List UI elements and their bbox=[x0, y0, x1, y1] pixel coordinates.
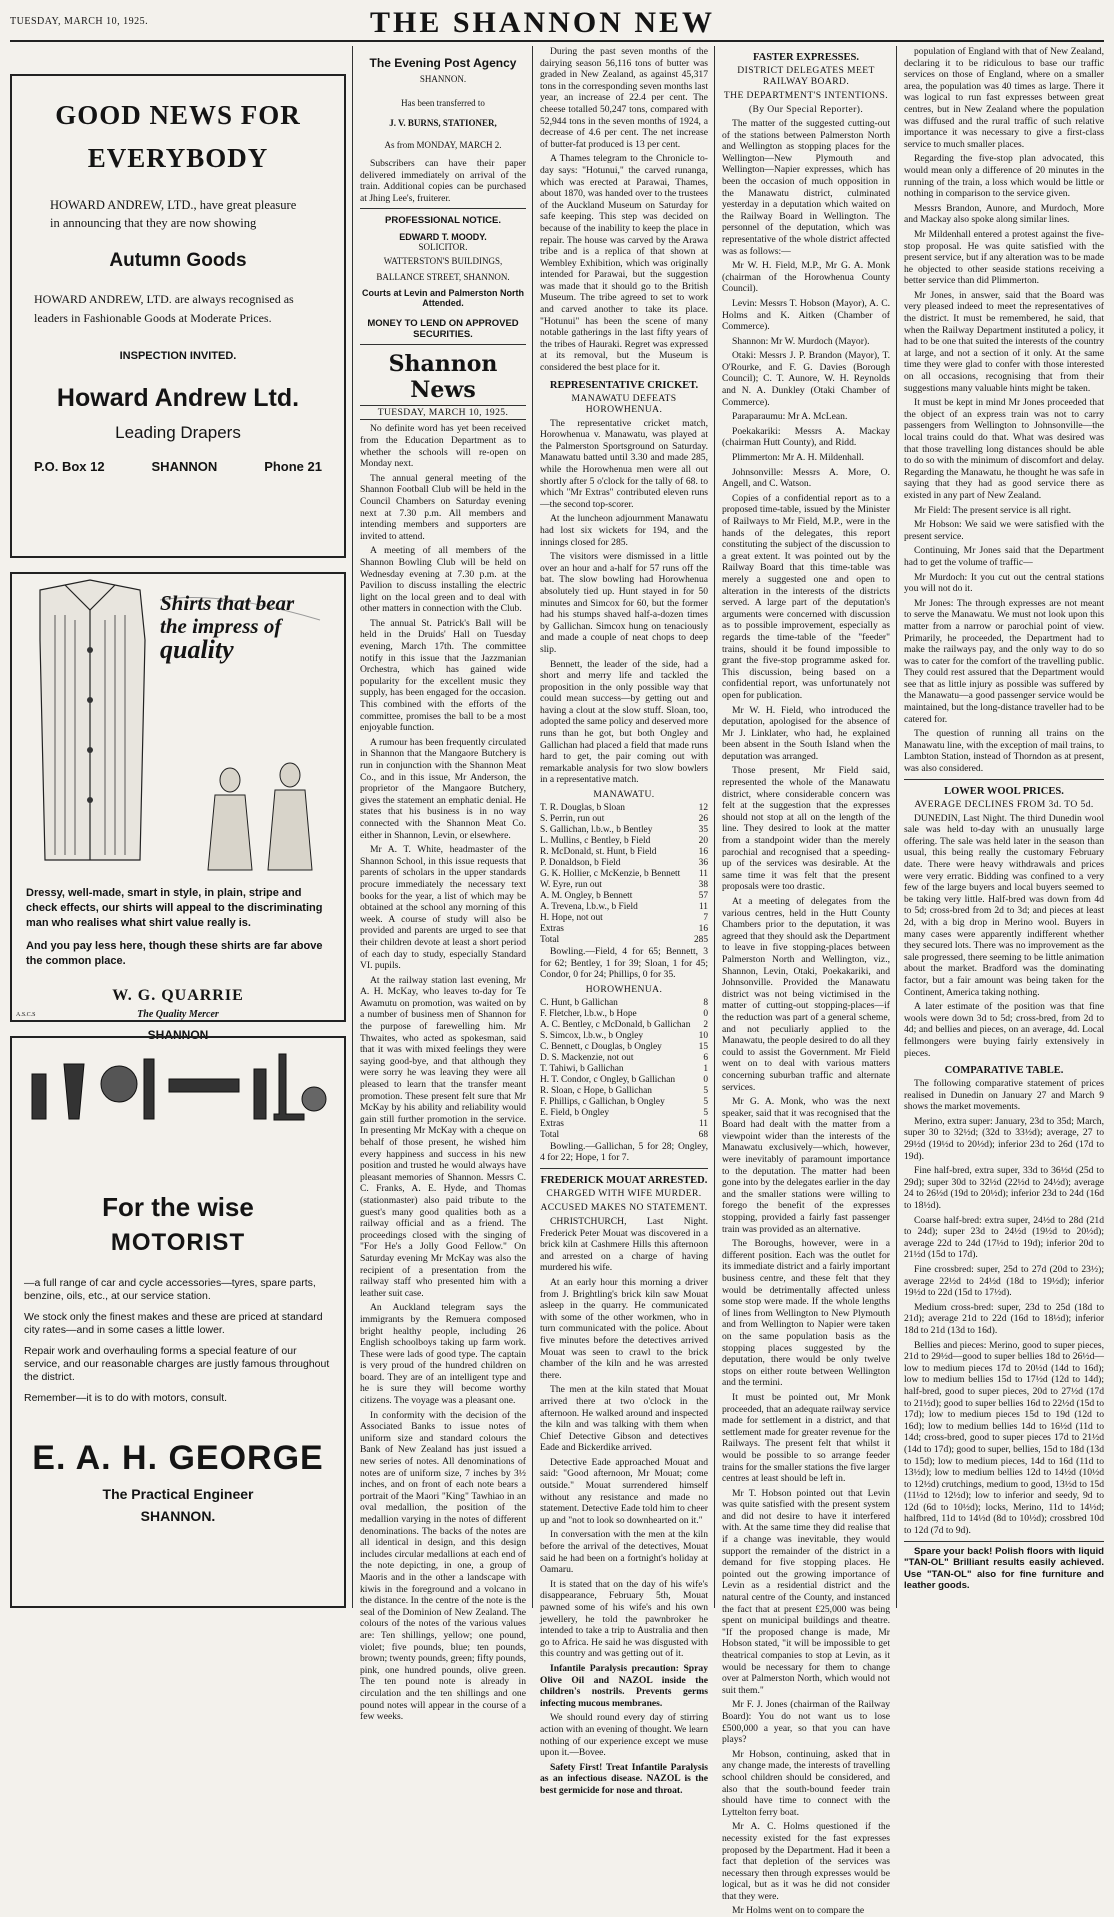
small-ad: Infantile Paralysis precaution: Spray Olive Oil and NAZOL inside the children's nostrils. Prevents germs infecting mucous membranes. bbox=[540, 1662, 708, 1709]
ad-business-name: E. A. H. GEORGE bbox=[32, 1439, 324, 1477]
column-rule bbox=[352, 46, 353, 1608]
ad-business-name: W. G. QUARRIE bbox=[112, 987, 244, 1004]
runs: 8 bbox=[703, 997, 708, 1008]
article-headline: FASTER EXPRESSES. bbox=[752, 52, 859, 63]
news-paragraph: The annual general meeting of the Shannon Football Club will be held in the Council Chambers on Saturday evening next at 7.30 p.m. All members and intending members and supporters are invited to attend. bbox=[360, 472, 526, 542]
news-column-4 bbox=[722, 46, 890, 1917]
small-ad: Safety First! Treat Infantile Paralysis as an infectious disease. NAZOL is the best germicide for nose and throat. bbox=[540, 1761, 708, 1796]
newspaper-title: THE SHANNON NEW bbox=[370, 6, 716, 39]
notice-title: PROFESSIONAL NOTICE. bbox=[385, 215, 501, 227]
batsman: F. Fletcher, l.b.w., b Hope bbox=[540, 1008, 637, 1019]
ad-goods: Autumn Goods bbox=[109, 250, 247, 271]
ad-intro: HOWARD ANDREW, LTD., have great pleasure in announcing that they are now showing bbox=[50, 198, 297, 230]
runs: 57 bbox=[698, 891, 708, 902]
ad-headline: EVERYBODY bbox=[87, 143, 269, 173]
batsman: S. Gallichan, l.b.w., b Bentley bbox=[540, 825, 653, 836]
article-body bbox=[722, 118, 890, 1917]
score-row bbox=[540, 1031, 708, 1042]
score-row bbox=[540, 803, 708, 814]
news-paragraph: At the railway station last evening, Mr A. H. McKay, who leaves to-day for Te Awamutu on promotion, was waited on by a number of business men of Shannon for the purpose of farewelling him. Mr Thwaites, who acted as spokesman, said that it was with mixed feelings they were saying good-bye, and that although they were sorry he was leaving they were all pleased to learn that the transfer meant promotion. These present felt sure that Mr McKay by his ability and reliability would gain still further promotion in the service. In presenting Mr McKay with a cheque on behalf of those present, he wished him every happiness and success in his new position and trusted he would always have pleasant memories of Shannon. Messrs C. C. Franks, A. E. Hyde, and Thomas (stationmaster) also paid tribute to the guest's many good qualities both as a railway official and as a friend. The proceedings closed with the singing of "For He's a Jolly Good Fellow." On Saturday evening Mr McKay was also the recipient of a presentation from the railway staff who presented him with a leather suit case. bbox=[360, 974, 526, 1299]
article-paragraph: Bennett, the leader of the side, had a short and merry life and tackled the proposition in the only possible way that could mean success—by getting out and having a clout at the slow stuff. Sloan, too, adopted the same policy and deserved more runs than he got, but both Ongley and Gallichan had placed a field that made runs hard to get, the pair coming out with remarkable analysis for two slow bowlers in a representative match. bbox=[540, 658, 708, 786]
article-subhead: AVERAGE DECLINES FROM 3d. TO 5d. bbox=[914, 798, 1094, 810]
runs: 285 bbox=[693, 935, 708, 946]
article-paragraph: Levin: Messrs T. Hobson (Mayor), A. C. Holms and K. Aitken (Chamber of Commerce). bbox=[722, 297, 890, 333]
article-paragraph: Those present, Mr Field said, represented the whole of the Manawatu district, where considerable concern was felt at the suggestion that the expresses should not stop at all on the length of the line. They desired to look at the matter from a standpoint wider than the merely parochial and recognised that a speeding-up of the services was desirable. At the same time it was felt that the present proposals were too drastic. bbox=[722, 765, 890, 893]
evening-post-notice bbox=[360, 56, 526, 204]
article-paragraph: The following comparative statement of prices realised in Dunedin on January 27 and March 9 shows the market movements. bbox=[904, 1078, 1104, 1113]
news-column-3 bbox=[540, 46, 708, 1796]
article-paragraph: Messrs Brandon, Aunore, and Murdoch, More and Mackay also spoke along similar lines. bbox=[904, 202, 1104, 226]
batsman: P. Donaldson, b Field bbox=[540, 858, 621, 869]
news-paragraph: A rumour has been frequently circulated in Shannon that the Mangaore Butchery is run in conjunction with the Shannon Meat Co., and in this issue, Mr Anderson, the proprietor of the Mangaore Butchery, gives the statement an emphatic denial. He states that his business is in no way connected with the Shannon Meat Co. either in Shannon, Levin, or elsewhere. bbox=[360, 736, 526, 841]
runs: 11 bbox=[698, 902, 708, 913]
quarrie-shirts-ad bbox=[10, 572, 346, 1042]
batsman: C. Bennett, c Douglas, b Ongley bbox=[540, 1041, 662, 1052]
score-row bbox=[540, 1009, 708, 1020]
article-paragraph: It must be kept in mind Mr Jones proceeded that the object of an express train was not to carry passengers from Wellington to Johnsonville—the local trains could do that. What was desired was that those travelling long distances should be able to do so with the minimum of discomfort and delay. Regarding the Manawatu, he thought he was safe in saying that they had as good service there as existed in any part of New Zealand. bbox=[904, 397, 1104, 501]
batsman: Total bbox=[540, 1129, 560, 1140]
news-paragraph: A meeting of all members of the Shannon Bowling Club will be held on Wednesday evening at 7.30 p.m. at the Pavilion to discuss installing the electric light on the local green and to deal with other matters in connection with the Club. bbox=[360, 545, 526, 615]
runs: 5 bbox=[703, 1107, 708, 1118]
score-row bbox=[540, 913, 708, 924]
score-row bbox=[540, 924, 708, 935]
article-paragraph: Mr A. C. Holms questioned if the necessity existed for the fast expresses proposed by the Department. Had it been a fact that depletion of the services was necessary then through expresses would be logical, but as it was he did not consider that they were. bbox=[722, 1821, 890, 1902]
notice-line: J. V. BURNS, STATIONER, bbox=[389, 118, 497, 128]
article-subhead: THE DEPARTMENT'S INTENTIONS. bbox=[723, 90, 889, 101]
batsman: E. Field, b Ongley bbox=[540, 1107, 610, 1118]
runs: 38 bbox=[698, 880, 708, 891]
article-paragraph: At an early hour this morning a driver from J. Brightling's brick kiln saw Mouat asleep in the quarry. He communicated with some of the other workmen, who in turn communicated with the police. About five minutes before the detectives arrived Mouat was seen to crawl to the brick chamber of the kiln and he was arrested there. bbox=[540, 1276, 708, 1381]
tools-drawing-icon bbox=[24, 1044, 332, 1124]
article-paragraph: Mr Hobson, continuing, asked that in any change made, the interests of travelling school children should be considered, and also that the south-bound feeder train should have time to connect with the Lyttelton ferry boat. bbox=[722, 1748, 890, 1818]
article-subhead: CHARGED WITH WIFE MURDER. bbox=[546, 1188, 702, 1199]
article-paragraph: Mr W. H. Field, M.P., Mr G. A. Monk (chairman of the Horowhenua County Council). bbox=[722, 260, 890, 295]
article-paragraph: Otaki: Messrs J. P. Brandon (Mayor), T. O'Rourke, and F. G. Davies (Borough Council); C. T. Aunore, W. H. Reynolds and N. A. Dunkley (Otaki Chamber of Commerce). bbox=[722, 350, 890, 408]
shirt-illustration bbox=[20, 580, 336, 880]
article-paragraph: The men at the kiln stated that Mouat arrived there at two o'clock in the afternoon. He walked around and inspected the kiln and was talking with them when Chief Detective Gibson and detectives Eade and Bickerdike arrived. bbox=[540, 1384, 708, 1454]
article-paragraph: Paraparaumu: Mr A. McLean. bbox=[732, 411, 848, 423]
article-paragraph: Continuing, Mr Jones said that the Department had to get the volume of traffic— bbox=[904, 545, 1104, 568]
town: SHANNON. bbox=[140, 1508, 216, 1524]
tan-ol-ad: Spare your back! Polish floors with liquid "TAN-OL" Brilliant results easily achieved. Use "TAN-OL" also for fine furniture and leather goods. bbox=[904, 1545, 1104, 1592]
article-paragraph: Regarding the five-stop plan advocated, this would mean only a difference of 20 minutes in the running of the train, a loss which would be little or nothing in comparison to the service given. bbox=[904, 153, 1104, 200]
batsman: L. Mullins, c Bentley, b Field bbox=[540, 836, 651, 847]
article-subhead: MANAWATU DEFEATS HOROWHENUA. bbox=[571, 392, 677, 415]
slogan-line: quality bbox=[160, 635, 234, 664]
score-row bbox=[540, 935, 708, 946]
article-paragraph: Coarse half-bred: extra super, 24½d to 28d (21d to 24d); super 23d to 24½d (19½d to 20½d); average 22d to 24d (17½d to 19d); inferior 20d to 21½d (15d to 17d). bbox=[904, 1214, 1104, 1261]
news-column-2 bbox=[360, 46, 527, 1723]
divider bbox=[360, 344, 526, 345]
article-paragraph: Mr W. H. Field, who introduced the deputation, apologised for the absence of Mr J. Linklater, who had, he explained been absent in the South Island when the deputation was arranged. bbox=[722, 704, 890, 762]
news-paragraph: An Auckland telegram says the immigrants by the Remuera composed bright healthy people, including 26 English schoolboys taking up farm work. These were lads of good type. The captain is very proud of the hundred children on board. They are of an intelligent type and he is sure they will become worthy citizens. The voyage was a pleasant one. bbox=[360, 1302, 526, 1407]
batsman: H. T. Condor, c Ongley, b Gallichan bbox=[540, 1074, 676, 1085]
score-row bbox=[540, 1020, 708, 1031]
score-row bbox=[540, 902, 708, 913]
town: SHANNON bbox=[151, 459, 218, 474]
batsman: T. Tahiwi, b Gallichan bbox=[540, 1063, 624, 1074]
article-paragraph: At the luncheon adjournment Manawatu had lost six wickets for 194, and the innings closed for 285. bbox=[540, 513, 708, 548]
batsman: A. M. Ongley, b Bennett bbox=[540, 891, 633, 902]
article-subhead: ACCUSED MAKES NO STATEMENT. bbox=[540, 1202, 708, 1213]
shirt-copy: Dressy, well-made, smart in style, in plain, stripe and check effects, our shirts will appeal to the discriminating man who realises what shirt value really is. bbox=[26, 887, 323, 929]
notice-title: The Evening Post Agency bbox=[369, 56, 517, 70]
runs: 36 bbox=[698, 858, 708, 869]
scorecard bbox=[540, 998, 708, 1141]
article-headline: LOWER WOOL PRICES. bbox=[944, 785, 1064, 797]
score-row bbox=[540, 869, 708, 880]
money-line: MONEY TO LEND ON APPROVED SECURITIES. bbox=[367, 318, 519, 341]
article-paragraph: Mr Jones: The through expresses are not meant to serve the Manawatu. We must not look upon this matter from a narrow or parochial point of view. Primarily, he proceeded, the Department had to make the railways pay, and the only way to do so was to cater for the comfort of the travelling public. They could rest assured that the Department would see that as little injury as possible was suffered by the Manawatu—a good passenger service would be maintained, but the long-distance traveller had to be catered for. bbox=[904, 597, 1104, 725]
ad-business-sub: Leading Drapers bbox=[115, 423, 241, 442]
article-body bbox=[904, 1078, 1104, 1537]
news-paragraph: During the past seven months of the dairying season 56,116 tons of butter was graded in New Zealand, as against 45,317 tons in the corresponding seven months last year, an increase of 22.4 per cent. The cheese totalled 50,247 tons, compared with 52,944 tons in the seven months of 1924, a decrease of 4.6 per cent. The net increase of butter-fat produced is 13 per cent. bbox=[540, 46, 708, 150]
score-row bbox=[540, 891, 708, 902]
issue-date: TUESDAY, MARCH 10, 1925. bbox=[360, 405, 526, 420]
divider bbox=[904, 779, 1104, 780]
article-paragraph: Fine half-bred, extra super, 33d to 36½d (25d to 29d); super 30d to 32½d (22½d to 24½d); average 24 to 26½d (19d to 20½d); inferior 23d to 24d (16d to 18½d). bbox=[904, 1165, 1104, 1212]
article-paragraph: Detective Eade approached Mouat and said: "Good afternoon, Mr Mouat; come outside." Mouat surrendered himself without any resistance and made no statement. Detective Eade told him to cheer up and "not to look so downhearted on it." bbox=[540, 1456, 708, 1526]
runs: 16 bbox=[698, 847, 708, 858]
article-paragraph: Fine crossbred: super, 25d to 27d (20d to 23½); average 22½d to 24½d (18d to 19½d); inferior 19½d to 22d (15d to 17½d). bbox=[904, 1264, 1104, 1299]
article-paragraph: Mr T. Hobson pointed out that Levin was quite satisfied with the present system and did not desire to have it interfered with. At the same time they did realise that if a change was inevitable, they would support the remainder of the district in a demand for five stopping places. He pointed out the growing importance of Levin as a residential district and the natural centre of the County, and instanced the fact that at present £25,000 was being spent on municipal buildings and theatre. "If the proposed change is made, Mr Hobson stated, "it will be impossible to get theatrical companies to stop at Levin, as it would be necessary for them to change over at Palmerston North, which would not suit them." bbox=[722, 1487, 890, 1696]
shirt-copy: And you pay less here, though these shirts are far above the common place. bbox=[26, 940, 323, 967]
town: SHANNON bbox=[147, 1028, 209, 1042]
phone: Phone 21 bbox=[264, 459, 322, 474]
article-paragraph: The question of running all trains on the Manawatu line, with the exception of mail trains, to Lambton Station, instead of Thorndon as at present, was also considered. bbox=[904, 728, 1104, 775]
slogan-line: the impress of bbox=[160, 614, 282, 638]
george-motorist-ad bbox=[10, 1036, 346, 1608]
ad-headline: For the wise bbox=[102, 1192, 254, 1222]
runs: 2 bbox=[703, 1019, 708, 1030]
team-heading: MANAWATU. bbox=[593, 789, 655, 801]
score-row bbox=[540, 1130, 708, 1141]
runs: 1 bbox=[703, 1063, 708, 1074]
runs: 7 bbox=[703, 913, 708, 924]
batsman: A. Trevena, l.b.w., b Field bbox=[540, 902, 638, 913]
notice-line: As from MONDAY, MARCH 2. bbox=[384, 140, 502, 150]
article-paragraph: Johnsonville: Messrs A. More, O. Angell, and C. Watson. bbox=[722, 466, 890, 490]
news-column-5 bbox=[904, 46, 1104, 1608]
article-paragraph: Mr Jones, in answer, said that the Board was very pleased indeed to meet the representatives of the district. It must be remembered, he said, that when the Railway Department instituted a policy, it had to be one that suited the interests of the country at large, and not a section of it only. At the same time they were glad to confer with those interested on all occasions, recognising that from their suggestions many valuable hints might be taken. bbox=[904, 289, 1104, 394]
ad-paragraph: We stock only the finest makes and these are priced at standard city rates—and in some cases a little lower. bbox=[24, 1311, 323, 1336]
scorecard bbox=[540, 803, 708, 946]
runs: 16 bbox=[698, 924, 708, 935]
score-row bbox=[540, 858, 708, 869]
article-paragraph: The matter of the suggested cutting-out of the stations between Palmerston North and Wellington as stopping places for the Wellington—New Plymouth and Wellington—Napier expresses, which has been the occasion of much opposition in the Manawatu district, culminated yesterday in a deputation which waited on the Railway Board in Wellington. The personnel of the deputation, which was representative of the whole district affected was as follows:— bbox=[722, 118, 890, 257]
article-headline: REPRESENTATIVE CRICKET. bbox=[549, 379, 699, 391]
batsman: S. Perrin, run out bbox=[540, 814, 605, 825]
article-paragraph: CHRISTCHURCH, Last Night. Frederick Peter Mouat was discovered in a brick kiln at Cashmere Hills this afternoon and arrested on a charge of having murdered his wife. bbox=[540, 1216, 708, 1274]
news-paragraph: No definite word has yet been received from the Education Department as to whether the schools will re-open on Monday next. bbox=[360, 423, 526, 470]
professional-notice bbox=[360, 215, 526, 340]
masthead-date: TUESDAY, MARCH 10, 1925. bbox=[10, 16, 149, 27]
runs: 11 bbox=[698, 1118, 708, 1129]
shirt-slogan bbox=[160, 591, 295, 664]
batsman: Total bbox=[540, 935, 560, 946]
ad-invite: INSPECTION INVITED. bbox=[119, 350, 237, 362]
article-byline: (By Our Special Reporter). bbox=[748, 104, 864, 115]
address-line: WATTERSTON'S BUILDINGS, bbox=[383, 256, 503, 267]
column-rule bbox=[714, 46, 715, 1608]
runs: 5 bbox=[703, 1085, 708, 1096]
address-line: BALLANCE STREET, SHANNON. bbox=[376, 272, 510, 283]
article-headline: FREDERICK MOUAT ARRESTED. bbox=[540, 1175, 708, 1186]
masthead bbox=[10, 6, 1104, 42]
article-paragraph: It is stated that on the day of his wife's disappearance, February 5th, Mouat pawned some of his wife's and his own jewellery, he told the pawnbroker he intended to take a trip to Australia and then go to Africa. He said he was disgusted with this country and was getting out of it. bbox=[540, 1578, 708, 1660]
score-row bbox=[540, 1053, 708, 1064]
runs: 20 bbox=[698, 836, 708, 847]
batsman: R. McDonald, st. Hunt, b Field bbox=[540, 847, 657, 858]
batsman: C. Hunt, b Gallichan bbox=[540, 997, 618, 1008]
ad-headline: GOOD NEWS FOR bbox=[55, 100, 301, 130]
news-paragraphs bbox=[360, 423, 526, 1722]
article-paragraph: Mr Murdoch: It you cut out the central stations you will not do it. bbox=[904, 571, 1104, 595]
batsman: Extras bbox=[540, 1118, 564, 1129]
article-paragraph: Shannon: Mr W. Murdoch (Mayor). bbox=[732, 335, 870, 347]
article-paragraph: Merino, extra super: January, 23d to 35d; March, super 30 to 32½d; (32d to 33½d); average, 27 to 29½d (19½d to 20½d); inferior 23d to 26d (17d to 19d). bbox=[904, 1115, 1104, 1162]
runs: 0 bbox=[703, 1008, 708, 1019]
runs: 5 bbox=[703, 1096, 708, 1107]
ad-paragraph: Repair work and overhauling forms a special feature of our service, and our reasonable charges are justly famous throughout the district. bbox=[24, 1345, 330, 1383]
ad-business-sub: The Quality Mercer bbox=[137, 1009, 219, 1020]
score-row bbox=[540, 847, 708, 858]
ad-business-sub: The Practical Engineer bbox=[102, 1486, 254, 1502]
divider bbox=[904, 1541, 1104, 1542]
divider bbox=[360, 208, 526, 209]
article-paragraph: Medium cross-bred: super, 23d to 25d (18d to 21d); average 21d to 22d (16d to 18½d); inferior 18d to 21d (13d to 16d). bbox=[904, 1301, 1104, 1336]
engraver-mark: A.S.C.S bbox=[16, 1012, 36, 1018]
slogan-line: Shirts that bear bbox=[160, 591, 295, 615]
news-paragraph: The annual St. Patrick's Ball will be held in the Druids' Hall on Tuesday evening, March 17th. The committee notify in this issue that the Jazzmanian Orchestra, which has gained wide popularity for the excellent music they supply, has been engaged for the occasion. This combined with the efforts of the committee, promises the ball to be a most enjoyable function. bbox=[360, 617, 526, 734]
divider bbox=[540, 1168, 708, 1169]
tools-illustration bbox=[24, 1044, 332, 1124]
article-paragraph: Poekakariki: Messrs A. Mackay (chairman Hutt County), and Ridd. bbox=[722, 425, 890, 449]
batsman: A. C. Bentley, c McDonald, b Gallichan bbox=[540, 1019, 691, 1030]
score-row bbox=[540, 814, 708, 825]
shannon-news-title: Shannon News bbox=[388, 351, 498, 404]
ad-business-name: Howard Andrew Ltd. bbox=[56, 384, 300, 412]
article-headline: COMPARATIVE TABLE. bbox=[944, 1065, 1064, 1077]
article-paragraph: Bellies and pieces: Merino, good to super pieces, 21d to 29½d—good to super bellies 18d to 26½d—low to medium pieces 17d to 20½d (14d to 16d); low to medium bellies 15d to 17½d (12d to 14d); half-bred, good to super pieces, 20d to 27½d (17d to 21½d); good to super bellies 16d to 22½d (15d to 17d); low to medium pieces 15d to 19d (12d to 16d); low to medium bellies 14d to 16½d (11d to 14d; cross-bred, good to super pieces 17d to 21½d (14d to 17d); good to super, bellies, 15d to 18d (13d to 15d); low to medium pieces, 14d to 16d (11d to 13½d); low to medium bellies 12d to 14½d (10½d to 12½d) crutchings, medium to good, 13½d to 15d (11½d to 12½d); low to inferior and seedy, 9d to 12d (6d to 10½d); locks, Merino, 11d to 14½d; halfbred, 11d to 14½d (8d to 10½d); crossbred 10d to 12d (7d to 9d). bbox=[904, 1339, 1104, 1537]
ad-paragraph: HOWARD ANDREW, LTD. are always recognised as leaders in Fashionable Goods at Moderate Prices. bbox=[34, 292, 294, 325]
article-paragraph: The representative cricket match, Horowhenua v. Manawatu, was played at the Palmerston Sportsground on Saturday. Manawatu batted until 3.30 and made 285, while the Horowhenua men were all out shortly after 5 o'clock for the tally of 68. to which "Mr Extras" contributed eleven runs—the second top-scorer. bbox=[540, 417, 708, 510]
runs: 68 bbox=[698, 1129, 708, 1140]
bowling-figures: Bowling.—Gallichan, 5 for 28; Ongley, 4 for 22; Hope, 1 for 7. bbox=[540, 1140, 708, 1164]
score-row bbox=[540, 1086, 708, 1097]
news-paragraph: Mr A. T. White, headmaster of the Shannon School, in this issue requests that parents of scholars in the upper standards procure immediately the necessary text books for the year, a list of which may be obtained at the school any morning of this week. A course of study will also be provided and parents are urged to see that their children devote at least a short period of each day to study, especially Standard VI. pupils. bbox=[360, 844, 526, 972]
article-paragraph: It must be pointed out, Mr Monk proceeded, that an adequate railway service made for settlement in a district, and that settlement made for greater revenue for the Railways. The present felt that whilst it would be possible to so arrange feeder trains for the smaller stations the five larger centres at least should be left in. bbox=[722, 1391, 890, 1485]
news-paragraph: In conformity with the decision of the Associated Banks to issue notes of uniform size and standard colours the Bank of New Zealand has just issued a new series of notes. All denominations of notes are of uniform size, 7 inches by 3½ inches, and on front of each note bears a portrait of the Maori "King" Tawhiao in an oval medallion, the position of the medallion varying in the notes of different denominations. The backs of the notes are all identical in design, and this design includes circular medallions at each end of the note depicting, in one, a group of Maoris and in the other a landscape with kiwis in the foreground and a volcano in the distance. In the centre of the note is the seal of the Dominion of New Zealand. The colours of the notes of the various values are: Ten shillings, yellow; one pound, violet; five pounds, blue; ten pounds, brown; twenty pounds, green; fifty pounds, pink, one hundred pounds, olive green. The ten pound note is already in circulation and the ten shillings and one pound notes will appear in the course of a few weeks. bbox=[360, 1409, 527, 1723]
news-paragraph: A Thames telegram to the Chronicle to-day says: "Hotunui," the carved runanga, which was erected at Parawai, Thames, about 1870, was handed over to the trustees of the Auckland Museum on Saturday for safe keeping. This step was decided on because of the inability to keep the place in repair. The house was carved by the Arawa tribe and is a replica of that shown at Wembley Exhibition, which was originally intended for Parawai, but the suggestion was made that it should go to the British Museum. The tribe agreed to set to work and carved another to take its place. "Hotunui" has been the scene of many notable gatherings in the last fifty years of the tribes of Hauraki. Regret was expressed at its removal, but the Museum is considered the best place for it. bbox=[540, 153, 708, 374]
advertisement-column bbox=[10, 46, 346, 1608]
notice-town: SHANNON. bbox=[419, 74, 467, 84]
article-paragraph: Plimmerton: Mr A. H. Mildenhall. bbox=[732, 452, 864, 464]
article-paragraph: Copies of a confidential report as to a proposed time-table, issued by the Minister of Railways to Mr Field, M.P., were in the hands of the delegates, this report constituting the subject of the discussion to a great extent. It was pointed out by the Railway Board that this time-table was merely a suggested one and open to alteration in the interests of the districts served. A large part of the deputation's arguments were concerned with discussion as to possible improvement, especially as regards the time-table of the "feeder" trains, should it be found impossible to grant the five-stop programme asked for. This discussion, being based on a confidential report, was unfortunately not open for publication. bbox=[722, 492, 890, 701]
article-paragraph: Mr Hobson: We said we were satisfied with the present service. bbox=[904, 519, 1104, 542]
runs: 35 bbox=[698, 825, 708, 836]
score-row bbox=[540, 1042, 708, 1053]
runs: 12 bbox=[698, 803, 708, 814]
batsman: G. K. Hollier, c McKenzie, b Bennett bbox=[540, 869, 681, 880]
score-row bbox=[540, 998, 708, 1009]
score-row bbox=[540, 1108, 708, 1119]
article-paragraph: Mr F. J. Jones (chairman of the Railway Board): You do not want us to lose £500,000 a year, so that you can have plays? bbox=[722, 1699, 890, 1746]
score-row bbox=[540, 836, 708, 847]
ad-paragraph: Remember—it is to do with motors, consult. bbox=[24, 1392, 228, 1404]
ad-paragraph: —a full range of car and cycle accessories—tyres, spare parts, benzine, oils, etc., at our service station. bbox=[24, 1277, 316, 1302]
article-paragraph: At a meeting of delegates from the various centres, held in the Hutt County Chambers prior to the deputation, it was agreed that they should ask the Department to leave in five stopping-places between Palmerston North and Wellington, viz., Shannon, Levin, Otaki, Poekakariki, and Johnsonville. Provided the Manawatu district was not being victimised in the matter of cutting-out stopping-places—if the reduction was part of a general scheme, and not peculiarly applied to the Manawatu, the people desired to do all they could to assist the Government. Mr Field went on to deal with various matters concerning suburban traffic and alternate services. bbox=[722, 896, 890, 1093]
batsman: W. Eyre, run out bbox=[540, 880, 602, 891]
article-paragraph: The visitors were dismissed in a little over an hour and a-half for 57 runs off the bat. The slow bowling had Horowhenua absolutely tied up. Hunt stayed in for 50 minutes and Simcox for 60, but the former had his stumps shaved half-a-dozen times by Gallichan. Simcox hung on tenaciously and made a couple of neat chops to deep slip. bbox=[540, 551, 708, 655]
batsman: H. Hope, not out bbox=[540, 913, 603, 924]
article-body bbox=[904, 46, 1104, 775]
article-paragraph: The Boroughs, however, were in a different position. Each was the outlet for its immediate district and a fairly important business centre, and these felt that they would be detrimentally affected unless some stop were made. If the whole lengths of lines from Wellington to New Plymouth and from Wellington to Napier were taken on the same population basis as the stopping places suggested by the deputation, there would be only twelve stops on either route between Wellington and the termini. bbox=[722, 1238, 890, 1389]
batsman: S. Simcox, l.b.w., b Ongley bbox=[540, 1030, 644, 1041]
batsman: F. Phillips, c Gallichan, b Ongley bbox=[540, 1096, 665, 1107]
runs: 0 bbox=[703, 1074, 708, 1085]
score-row bbox=[540, 1075, 708, 1086]
courts-line: Courts at Levin and Palmerston North Attended. bbox=[361, 288, 525, 309]
article-paragraph: Mr Field: The present service is all right. bbox=[914, 504, 1072, 516]
batsman: R. Sloan, c Hope, b Gallichan bbox=[540, 1085, 652, 1096]
batsman: T. R. Douglas, b Sloan bbox=[540, 803, 625, 814]
solicitor-name: EDWARD T. MOODY. bbox=[399, 232, 487, 243]
batsman: D. S. Mackenzie, not out bbox=[540, 1052, 634, 1063]
filler-quote: We should round every day of stirring action with an evening of thought. We learn nothing of our experience except we muse upon it.—Bovee. bbox=[540, 1712, 708, 1759]
article-paragraph: population of England with that of New Zealand, declaring it to be ridiculous to base our traffic services on those of England, where on a smaller area, the population was 40 times as large. There it was logical to run fast expresses between great centres, but in New Zealand where the population was diffused and the rural traffic of such relative importance it was necessary to give a first-class service to much smaller places. bbox=[904, 46, 1104, 150]
batsman: Extras bbox=[540, 924, 564, 935]
solicitor-role: SOLICITOR. bbox=[418, 242, 468, 253]
score-row bbox=[540, 1097, 708, 1108]
score-row bbox=[540, 1064, 708, 1075]
article-paragraph: Mr Mildenhall entered a protest against the five-stop proposal. He was quite satisfied with the present service, but if any alteration was to be made he objected to other seaside stations receiving a better service than did Plimmerton. bbox=[904, 228, 1104, 287]
article-paragraph: Mr Holms went on to compare the bbox=[732, 1905, 865, 1917]
score-row bbox=[540, 880, 708, 891]
ad-headline: MOTORIST bbox=[110, 1229, 246, 1256]
team-heading: HOROWHENUA. bbox=[585, 983, 663, 995]
runs: 11 bbox=[698, 869, 708, 880]
runs: 26 bbox=[698, 814, 708, 825]
po-box: P.O. Box 12 bbox=[34, 459, 105, 474]
article-paragraph: A later estimate of the position was that fine wools were down 3d to 5d; cross-bred, from 2d to 4d; and bellies and pieces, on an average, 4d. Local fellmongers were buying fairly extensively in pieces. bbox=[904, 1001, 1104, 1059]
article-paragraph: DUNEDIN, Last Night. The third Dunedin wool sale was held to-day with an unusually large offering. The sale was held later in the season than usual, this being really the customary February date. There were heavy withdrawals and prices were very erratic. Bidding was confined to a very few of the large buyers and local buyers seemed to be taking very little. Half-bred was down from 4d to 5d; cross-bred from 2d to 3d; and pieces at least 2d, with a big drop in Merino wool. Buyers in many cases were apparently indifferent whether they secured lots. There was no improvement as the sale progressed, there seeming to be little animation about the market. Bradford was the dominating factor, but a fair amount was being taken for the Continent, America taking nothing. bbox=[904, 812, 1104, 998]
score-row bbox=[540, 825, 708, 836]
bowling-figures: Bowling.—Field, 4 for 65; Bennett, 3 for 62; Bentley, 1 for 39; Sloan, 1 for 45; Condor, 0 for 24; Phillips, 0 for 35. bbox=[540, 946, 708, 981]
ad-contact-row bbox=[26, 459, 330, 474]
runs: 15 bbox=[698, 1041, 708, 1052]
runs: 10 bbox=[698, 1030, 708, 1041]
column-rule bbox=[896, 46, 897, 1608]
howard-andrew-ad bbox=[10, 74, 346, 558]
article-paragraph: In conversation with the men at the kiln before the arrival of the detectives, Mouat said he had been on a fortnight's holiday at Oamaru. bbox=[540, 1529, 708, 1576]
article-subhead: DISTRICT DELEGATES MEET RAILWAY BOARD. bbox=[737, 65, 875, 87]
column-rule bbox=[532, 46, 533, 1608]
notice-paragraph: Subscribers can have their paper delivered immediately on arrival of the train. Additional copies can be purchased at Jhing Lee's, fruiterer. bbox=[360, 158, 526, 204]
notice-line: Has been transferred to bbox=[401, 98, 485, 108]
article-paragraph: Mr G. A. Monk, who was the next speaker, said that it was recognised that the Board had dealt with the matter from a viewpoint wider than the interests of the Manawatu exclusively—which, however, were inevitably of paramount importance to the deputation. The matter had been gone into by the delegates earlier in the day and the smaller stations were willing to forego the benefit of the expresses stopping, provided a fairly fast passenger train was provided as an alternative. bbox=[722, 1096, 890, 1235]
runs: 6 bbox=[703, 1052, 708, 1063]
score-row bbox=[540, 1119, 708, 1130]
